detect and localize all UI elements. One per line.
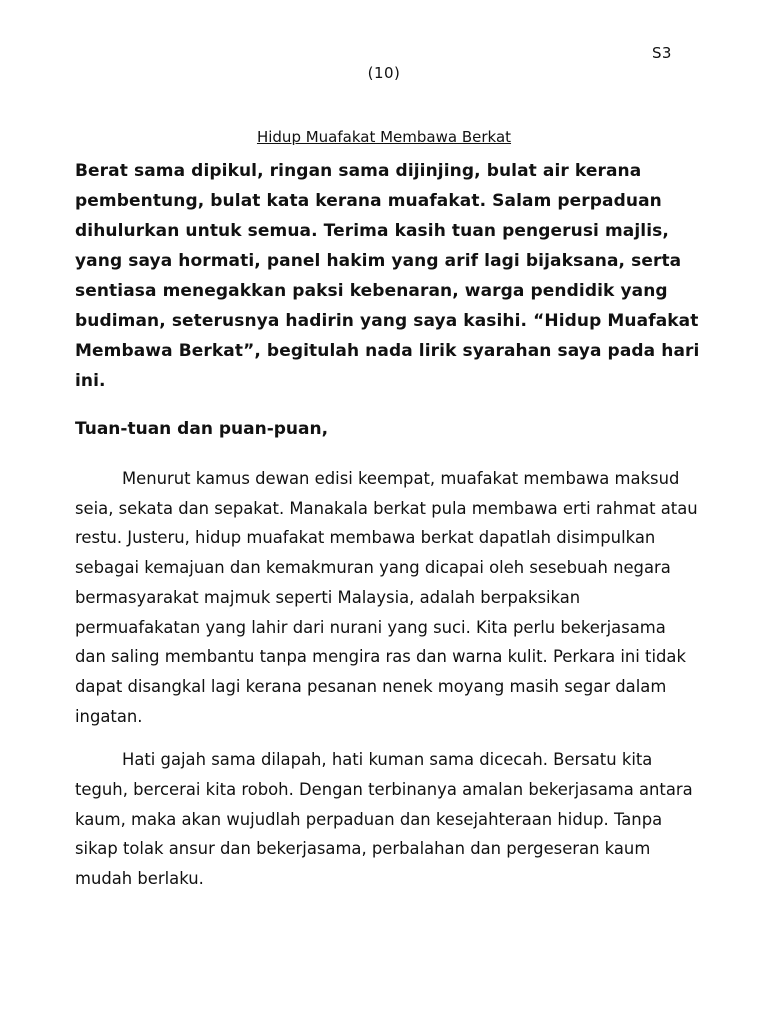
document-body — [75, 156, 700, 894]
salutation: Tuan-tuan dan puan-puan, — [75, 419, 329, 439]
body-paragraph: Hati gajah sama dilapah, hati kuman sama dicecah. Bersatu kita teguh, bercerai kita roboh. Dengan terbinanya amalan bekerjasama antara kaum, maka akan wujudlah perpaduan dan kesejahteraan hidup. Tanpa sikap tolak ansur dan bekerjasama, perbalahan dan pergeseran kaum mudah berlaku. — [75, 750, 693, 889]
page-code: S3 — [652, 44, 672, 62]
intro-paragraph: Berat sama dipikul, ringan sama dijinjing, bulat air kerana pembentung, bulat kata kerana muafakat. Salam perpaduan dihulurkan untuk semua. Terima kasih tuan pengerusi majlis, yang saya hormati, panel hakim yang arif lagi bijaksana, serta sentiasa menegakkan paksi kebenaran, warga pendidik yang budiman, seterusnya hadirin yang saya kasihi. “Hidup Muafakat Membawa Berkat”, begitulah nada lirik syarahan saya pada hari ini. — [75, 161, 700, 391]
body-paragraph: Menurut kamus dewan edisi keempat, muafakat membawa maksud seia, sekata dan sepakat. Manakala berkat pula membawa erti rahmat atau restu. Justeru, hidup muafakat membawa berkat dapatlah disimpulkan sebagai kemajuan dan kemakmuran yang dicapai oleh sesebuah negara bermasyarakat majmuk seperti Malaysia, adalah berpaksikan permuafakatan yang lahir dari nurani yang suci. Kita perlu bekerjasama dan saling membantu tanpa mengira ras dan warna kulit. Perkara ini tidak dapat disangkal lagi kerana pesanan nenek moyang masih segar dalam ingatan. — [75, 469, 698, 726]
document-title: Hidup Muafakat Membawa Berkat — [256, 128, 512, 146]
page-number: (10) — [367, 64, 401, 82]
